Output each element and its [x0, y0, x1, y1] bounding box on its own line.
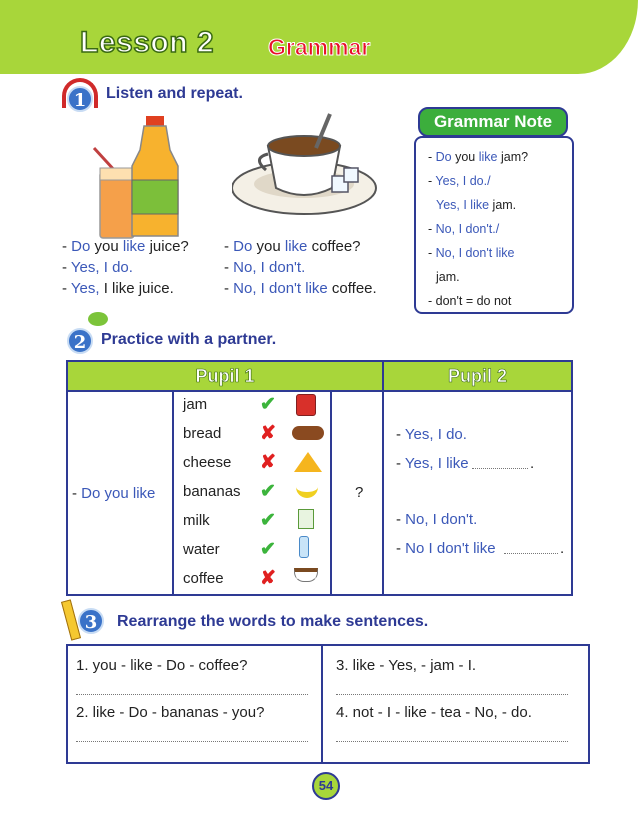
section-3-number: 3 [78, 608, 104, 634]
lesson-title: Lesson 2 [80, 26, 215, 59]
grammar-note-line-7: - don't = do not [428, 294, 512, 308]
page-number: 54 [312, 772, 340, 800]
exercise-3: 3. like - Yes, - jam - I. [336, 657, 477, 674]
juice-line-1: - Do you like juice? [62, 238, 189, 255]
practice-table [66, 360, 573, 596]
section-1-number: 1 [67, 86, 93, 112]
coffee-cup-icon [232, 110, 382, 225]
food-cheese: cheese [183, 454, 232, 471]
food-jam: jam [183, 396, 208, 413]
coffee-line-2: - No, I don't. [224, 259, 306, 276]
juice-line-2: - Yes, I do. [62, 259, 133, 276]
cross-icon: ✘ [260, 423, 276, 444]
coffee-line-1: - Do you like coffee? [224, 238, 361, 255]
answer-line-3[interactable] [336, 694, 568, 695]
rearrange-divider [321, 644, 323, 764]
grammar-note-line-5: - No, I don't like [428, 246, 515, 260]
section-1-title: Listen and repeat. [106, 85, 243, 102]
food-bananas: bananas [183, 483, 241, 500]
water-bottle-icon [299, 536, 309, 558]
answer-line-1[interactable] [76, 694, 308, 695]
grammar-note-line-2: - Yes, I do./ [428, 174, 491, 188]
grammar-note-line-1: - Do you like jam? [428, 150, 529, 164]
food-milk: milk [183, 512, 210, 529]
check-icon: ✔ [260, 510, 276, 531]
check-icon: ✔ [260, 539, 276, 560]
answer-blank[interactable] [504, 553, 558, 554]
answer-line-2[interactable] [76, 741, 308, 742]
section-2-number: 2 [67, 328, 93, 354]
milk-carton-icon [298, 509, 314, 529]
answer-line-4[interactable] [336, 741, 568, 742]
food-coffee: coffee [183, 570, 224, 587]
section-3-title: Rearrange the words to make sentences. [117, 613, 429, 630]
cheese-icon [294, 452, 322, 472]
answer-yes-like: - Yes, I like [396, 455, 469, 472]
cross-icon: ✘ [260, 568, 276, 589]
answer-no-dont-like: - No I don't like [396, 540, 496, 557]
exercise-4: 4. not - I - like - tea - No, - do. [336, 704, 532, 721]
section-2-title: Practice with a partner. [101, 331, 277, 348]
speech-bubble-icon [88, 312, 108, 326]
grammar-note-line-4: - No, I don't./ [428, 222, 500, 236]
cross-icon: ✘ [260, 452, 276, 473]
grammar-note-title: Grammar Note [418, 107, 568, 137]
juice-bottle-icon [86, 110, 196, 240]
bread-icon [292, 426, 324, 440]
answer-no-dont: - No, I don't. [396, 511, 478, 528]
exercise-1: 1. you - like - Do - coffee? [76, 657, 248, 674]
question-do-you-like: - Do you like [72, 485, 156, 502]
juice-line-3: - Yes, I like juice. [62, 280, 174, 297]
grammar-title: Grammar [268, 34, 371, 60]
answer-period: . [560, 540, 565, 557]
coffee-line-3: - No, I don't like coffee. [224, 280, 377, 297]
food-bread: bread [183, 425, 222, 442]
answer-blank[interactable] [472, 468, 528, 469]
food-water: water [183, 541, 220, 558]
pupil-1-header: Pupil 1 [67, 361, 383, 391]
check-icon: ✔ [260, 481, 276, 502]
exercise-2: 2. like - Do - bananas - you? [76, 704, 265, 721]
check-icon: ✔ [260, 394, 276, 415]
answer-yes-do: - Yes, I do. [396, 426, 467, 443]
pupil-2-header: Pupil 2 [383, 361, 572, 391]
grammar-note-line-6: jam. [436, 270, 460, 284]
answer-period: . [530, 455, 535, 472]
jam-jar-icon [296, 394, 316, 416]
grammar-note-line-3: Yes, I like jam. [436, 198, 517, 212]
question-mark: ? [355, 484, 364, 501]
